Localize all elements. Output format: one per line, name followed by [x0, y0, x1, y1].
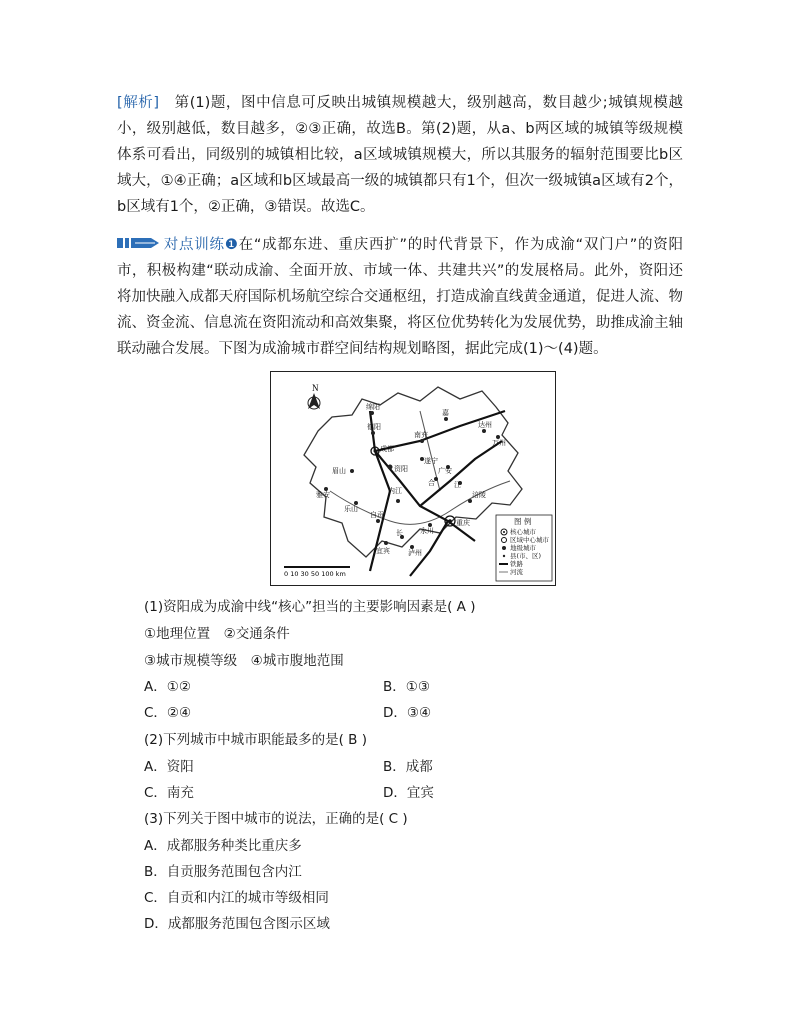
practice-badge: 对点训练❶	[163, 237, 239, 253]
svg-text:遂宁: 遂宁	[424, 457, 438, 465]
svg-text:内江: 内江	[388, 487, 402, 495]
map-legend	[496, 515, 552, 581]
north-label: N	[312, 383, 319, 393]
svg-text:重庆: 重庆	[456, 519, 470, 527]
question-1-option: D．③④	[383, 705, 432, 721]
question-1-item: ①地理位置 ②交通条件	[144, 626, 290, 642]
svg-text:泸州: 泸州	[408, 549, 422, 557]
question-2-option: C．南充	[144, 785, 194, 801]
question-3-option: A．成都服务种类比重庆多	[144, 838, 302, 854]
question-1-item: ③城市规模等级 ④城市腹地范围	[144, 653, 344, 669]
svg-text:资阳: 资阳	[394, 465, 408, 473]
question-3-option: C．自贡和内江的城市等级相同	[144, 890, 329, 906]
question-2-option: B．成都	[383, 759, 433, 775]
svg-text:广安: 广安	[438, 467, 452, 475]
question-1-option: A．①②	[144, 679, 191, 695]
question-3-option: B．自贡服务范围包含内江	[144, 864, 302, 880]
svg-text:长: 长	[396, 529, 403, 537]
practice-paragraph	[117, 232, 683, 362]
question-1-option: C．②④	[144, 705, 192, 721]
svg-text:绵阳: 绵阳	[366, 403, 380, 411]
svg-text:雅安: 雅安	[316, 491, 330, 499]
svg-text:合: 合	[428, 479, 435, 487]
svg-text:江: 江	[454, 481, 461, 489]
svg-text:嘉: 嘉	[442, 409, 449, 417]
question-1-stem: (1)资阳成为成渝中线“核心”担当的主要影响因素是( A )	[144, 599, 476, 615]
question-2-stem: (2)下列城市中城市职能最多的是( B )	[144, 732, 368, 748]
chengyu-urban-map	[270, 371, 556, 586]
svg-text:铁路: 铁路	[510, 560, 523, 568]
svg-text:乐山: 乐山	[344, 505, 358, 513]
question-3-option: D．成都服务范围包含图示区域	[144, 916, 330, 932]
analysis-paragraph	[117, 90, 683, 220]
svg-text:眉山: 眉山	[332, 467, 346, 475]
practice-text: 在“成都东进、重庆西扩”的时代背景下，作为成渝“双门户”的资阳市，积极构建“联动成渝、全面开放、市域一体、共建共兴”的发展格局。此外，资阳还将加快融入成都天府国际机场航空综合交通枢纽，打造成渝直线黄金通道，促进人流、物流、资金流、信息流在资阳流动和高效集聚，将区位优势转化为发展优势，助推成渝主轴联动融合发展。下图为成渝城市群空间结构规划略图，据此完成(1)～(4)题。	[117, 237, 684, 357]
analysis-text: 第(1)题，图中信息可反映出城镇规模越大，级别越高，数目越少;城镇规模越小，级别越低，数目越多，②③正确，故选B。第(2)题，从a、b两区域的城镇等级规模体系可看出，同级别的城镇相比较，a区域城镇规模大，所以其服务的辐射范围要比b区域大，①④正确；a区域和b区域最高一级的城镇都只有1个，但次一级城镇a区域有2个，b区域有1个，②正确，③错误。故选C。	[117, 95, 683, 215]
svg-text:涪陵: 涪陵	[472, 491, 486, 499]
svg-text:河流: 河流	[510, 568, 523, 576]
svg-text:0 10 30 50 100 km: 0 10 30 50 100 km	[284, 570, 346, 578]
svg-text:成都: 成都	[380, 445, 394, 453]
svg-text:县(市、区): 县(市、区)	[510, 552, 542, 560]
svg-text:万州: 万州	[492, 439, 506, 447]
analysis-tag: [解析]	[117, 95, 160, 111]
svg-text:区域中心城市: 区域中心城市	[510, 536, 549, 544]
svg-text:南充: 南充	[414, 431, 428, 439]
question-3-stem: (3)下列关于图中城市的说法，正确的是( C )	[144, 811, 408, 827]
svg-text:核心城市: 核心城市	[510, 528, 536, 536]
svg-text:图 例: 图 例	[514, 517, 532, 526]
svg-text:地级城市: 地级城市	[510, 544, 536, 552]
question-2-option: D．宜宾	[383, 785, 434, 801]
svg-text:达州: 达州	[478, 421, 492, 429]
svg-text:自贡: 自贡	[370, 511, 384, 519]
svg-text:德阳: 德阳	[367, 423, 381, 431]
pen-icon	[117, 236, 161, 250]
question-1-option: B．①③	[383, 679, 430, 695]
question-2-option: A．资阳	[144, 759, 194, 775]
svg-text:宜宾: 宜宾	[376, 547, 390, 555]
svg-text:永川: 永川	[420, 527, 434, 535]
